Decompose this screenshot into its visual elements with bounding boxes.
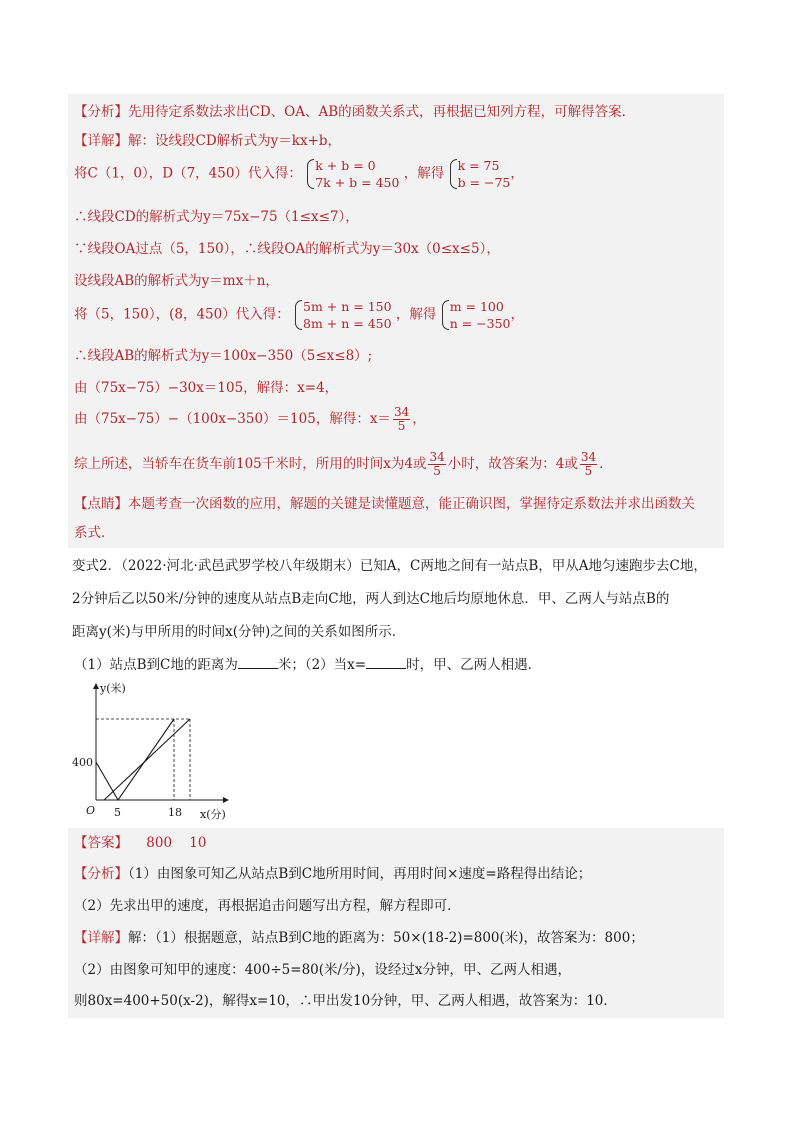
system-1-eq-2: 7k + b = 450 — [315, 175, 400, 190]
detail-2-line-1 — [74, 928, 644, 948]
ab-setup-line: 设线段AB的解析式为y＝mx＋n， — [74, 273, 279, 289]
problem-line-3: 距离y(米)与甲所用的时间x(分钟)之间的关系如图所示． — [72, 624, 406, 640]
comment-line-2: 系式． — [74, 525, 115, 541]
system-1-sol-1: k = 75 — [457, 158, 500, 173]
analysis-2-tag: 【分析】 — [74, 866, 128, 882]
answer-blank-1[interactable] — [238, 654, 278, 669]
answer-tag: 【答案】 — [74, 835, 128, 851]
distance-time-graph — [68, 676, 238, 824]
answer-values: 800 10 — [146, 835, 207, 851]
equation-2-prefix: 由（75x−75）−（100x−350）＝105，解得：x＝ — [74, 411, 391, 427]
fraction-numerator: 34 — [393, 405, 410, 419]
x-tick-5: 5 — [114, 806, 121, 819]
fraction-denominator: 5 — [433, 464, 441, 478]
x-axis-label: x(分) — [200, 808, 226, 821]
substitution-prefix-2: 将（5，150），(8，450）代入得： — [74, 306, 290, 323]
detail-intro-line — [74, 131, 341, 151]
system-2-eq-2: 8m + n = 450 — [303, 316, 392, 331]
origin-label: O — [86, 804, 96, 817]
substitution-line-1 — [74, 157, 524, 191]
question-part-3: 时，甲、乙两人相遇． — [406, 657, 542, 673]
fraction-numerator: 34 — [580, 450, 597, 464]
analysis-2-line-1 — [74, 864, 591, 884]
jia-line — [96, 719, 174, 800]
substitution-prefix-1: 将C（1，0），D（7，450）代入得： — [74, 165, 302, 182]
trailing-comma-2: ， — [510, 306, 524, 323]
question-part-1: （1）站点B到C地的距离为 — [74, 657, 238, 673]
fraction-denominator: 5 — [584, 464, 593, 478]
solve-word-2: ，解得 — [395, 306, 437, 323]
analysis-2-text-1: （1）由图象可知乙从站点B到C地所用时间，再用时间×速度=路程得出结论； — [128, 866, 592, 882]
comment-line-1 — [74, 494, 695, 514]
answer-blank-2[interactable] — [366, 654, 406, 669]
problem-line-1: 变式2．（2022·河北·武邑武罗学校八年级期末）已知A，C两地之间有一站点B，甲从A地匀速跑步去C地， — [72, 558, 707, 574]
solve-word-1: ，解得 — [403, 165, 445, 182]
system-1-sol-2: b = −75 — [457, 175, 511, 190]
fraction-denominator: 5 — [397, 419, 406, 433]
yi-line — [104, 719, 190, 800]
solution-system-1 — [449, 157, 511, 191]
question-part-2: 米；（2）当x= — [277, 657, 367, 673]
x-tick-18: 18 — [168, 806, 182, 819]
analysis-text: 先用待定系数法求出CD、OA、AB的函数关系式，再根据已知列方程，可解得答案． — [128, 104, 636, 120]
cd-result-line: ∴线段CD的解析式为y＝75x−75（1≤x≤7）， — [74, 209, 359, 225]
detail-2-tag: 【详解】 — [74, 930, 128, 946]
summary-fraction-1 — [428, 451, 445, 478]
system-2-sol-1: m = 100 — [449, 299, 504, 314]
y-tick-400: 400 — [72, 756, 93, 769]
detail-2-line-3: 则80x=400+50(x-2)，解得x=10，∴甲出发10分钟，甲、乙两人相遇，故答案为：10． — [74, 993, 617, 1009]
comment-tag: 【点睛】 — [74, 496, 128, 512]
summary-line — [74, 451, 613, 478]
comment-text-1: 本题考查一次函数的应用，解题的关键是读懂题意，能正确识图，掌握待定系数法并求出函数关 — [128, 496, 695, 512]
analysis-line — [74, 102, 635, 122]
system-2-sol-2: n = −350 — [449, 316, 511, 331]
detail-2-text-1: 解：（1）根据题意，站点B到C地的距离为：50×(18-2)=800(米)，故答案为：800； — [128, 930, 644, 946]
equation-line-2 — [74, 406, 426, 433]
ab-result-line: ∴线段AB的解析式为y＝100x−350（5≤x≤8）; — [74, 348, 373, 364]
equation-system-1 — [306, 157, 399, 191]
analysis-2-line-2: （2）先求出甲的速度，再根据追击问题写出方程，解方程即可． — [74, 898, 461, 914]
summary-fraction-2 — [580, 451, 597, 478]
equation-system-2 — [294, 298, 392, 332]
y-axis-label: y(米) — [100, 682, 126, 695]
detail-intro: 解：设线段CD解析式为y＝kx+b， — [128, 133, 342, 149]
system-2-eq-1: 5m + n = 150 — [303, 299, 392, 314]
detail-2-line-2: （2）由图象可知甲的速度：400÷5=80(米/分)，设经过x分钟，甲、乙两人相遇， — [74, 962, 571, 978]
summary-mid: 小时，故答案为：4或 — [447, 456, 578, 472]
solution-system-2 — [441, 298, 511, 332]
system-1-eq-1: k + b = 0 — [315, 158, 376, 173]
summary-period: ． — [599, 456, 613, 472]
oa-result-line: ∵线段OA过点（5，150），∴线段OA的解析式为y＝30x（0≤x≤5）， — [74, 241, 500, 257]
equation-line-1: 由（75x−75）−30x＝105，解得：x=4， — [74, 380, 339, 396]
answer-line — [74, 833, 206, 853]
detail-tag: 【详解】 — [74, 133, 128, 149]
summary-prefix: 综上所述，当轿车在货车前105千米时，所用的时间x为4或 — [74, 456, 427, 472]
fraction-34-5 — [393, 406, 410, 433]
solution-block-2 — [68, 828, 724, 1018]
trailing-comma-1: ， — [510, 165, 524, 182]
fraction-numerator: 34 — [429, 450, 445, 464]
question-line — [74, 654, 541, 675]
substitution-line-2 — [74, 298, 524, 332]
problem-line-2: 2分钟后乙以50米/分钟的速度从站点B走向C地，两人到达C地后均原地休息．甲、乙两人与站点B的 — [72, 591, 670, 607]
analysis-tag: 【分析】 — [74, 104, 128, 120]
trailing-comma-3: ， — [412, 411, 426, 427]
